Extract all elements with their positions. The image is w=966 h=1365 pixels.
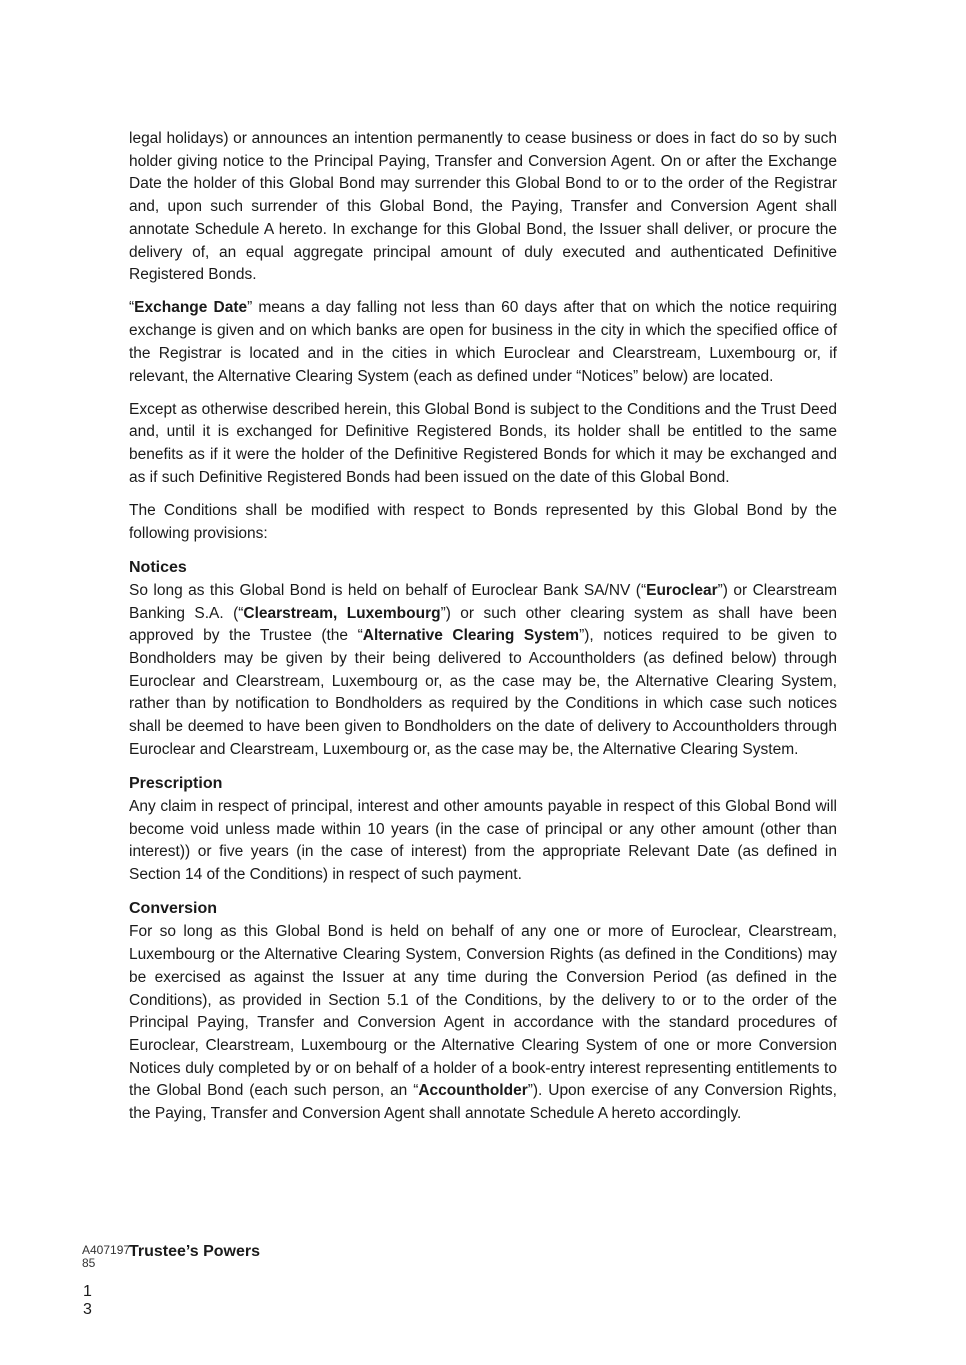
notices-text-part: ”) or Clearstream Banking S.A. (“ [129,581,837,622]
heading-prescription: Prescription [129,775,223,793]
notices-text-part: ”), notices required to be given to Bondholders may be given by their being delivered to Accountholders (as defined below) through Euroclear and Clearstream, Luxembourg or, as the case may be, the Alternative Clearing System, rather than by notification to Bondholders as required by the Conditions in which case such notices shall be deemed to have been given to Bondholders on the date of delivery to Accountholders through Euroclear and Clearstream, Luxembourg or, as the case may be, the Alternative Clearing System. [129,627,837,758]
document-body [129,128,837,1136]
conversion-text-part: ”). Upon exercise of any Conversion Rights, the Paying, Transfer and Conversion Agent shall annotate Schedule A hereto accordingly. [129,1082,837,1123]
defined-term-euroclear: Euroclear [646,581,718,599]
heading-trustees-powers: Trustee’s Powers [129,1243,261,1260]
conversion-text [129,921,837,1125]
notices-text-part: So long as this Global Bond is held on behalf of Euroclear Bank SA/NV (“ [129,581,647,599]
document-reference: A40719785 [82,1243,131,1270]
paragraph-conditions-modified: The Conditions shall be modified with respect to Bonds represented by this Global Bond by the following provisions: [129,502,837,542]
page-number: 13 [83,1283,92,1318]
paragraph-exchange-holder: legal holidays) or announces an intention permanently to cease business or does in fact do so by such holder giving notice to the Principal Paying, Transfer and Conversion Agent. On or after the Exchange Date the holder of this Global Bond may surrender this Global Bond to or to the order of the Registrar and, upon such surrender of this Global Bond, the Paying, Transfer and Conversion Agent shall annotate Schedule A hereto. In exchange for this Global Bond, the Issuer shall deliver, or procure the delivery of, an equal aggregate principal amount of duly executed and authenticated Definitive Registered Bonds. [129,130,837,284]
quote-mark: “ [129,299,135,317]
defined-term-accountholder: Accountholder [418,1082,528,1100]
defined-term-exchange-date: Exchange Date [134,299,248,317]
prescription-text: Any claim in respect of principal, interest and other amounts payable in respect of this Global Bond will become void unless made within 10 years (in the case of principal or any other amount (other than interest)) or five years (in the case of interest) from the appropriate Relevant Date (as defined in Section 14 of the Conditions) in respect of such payment. [129,798,837,884]
paragraph-conditions-subject: Except as otherwise described herein, this Global Bond is subject to the Conditions and the Trust Deed and, until it is exchanged for Definitive Registered Bonds, its holder shall be entitled to the same benefits as if it were the holder of the Definitive Registered Bonds for which it may be exchanged and as if such Definitive Registered Bonds had been issued on the date of this Global Bond. [129,400,837,486]
section-conversion [129,897,837,1125]
section-prescription [129,772,837,887]
conversion-text-part: For so long as this Global Bond is held on behalf of any one or more of Euroclear, Clearstream, Luxembourg or the Alternative Clearing System, Conversion Rights (as defined in the Conditions) may be exercised as against the Issuer at any time during the Conversion Period (as defined in the Conditions), as provided in Section 5.1 of the Conditions, by the delivery to or to the order of the Principal Paying, Transfer and Conversion Agent in accordance with the standard procedures of Euroclear, Clearstream, Luxembourg or the Alternative Clearing System of one or more Conversion Notices duly completed by or on behalf of a holder of a book-entry interest representing entitlements to the Global Bond (each such person, an “ [129,923,837,1100]
defined-term-clearstream: Clearstream, Luxembourg [243,604,441,622]
definition-text: ” means a day falling not less than 60 days after that on which the notice requiring exchange is given and on which banks are open for business in the city in which the specified office of the Registrar is located and in the cities in which Euroclear and Clearstream, Luxembourg or, if relevant, the Alternative Clearing System (each as defined under “Notices” below) are located. [129,299,837,385]
paragraph-exchange-date-definition [129,297,837,388]
notices-text [129,580,837,762]
heading-notices: Notices [129,558,187,576]
notices-text-part: ”) or such other clearing system as shall have been approved by the Trustee (the “ [129,604,837,645]
section-notices [129,556,837,762]
defined-term-alternative-clearing-system: Alternative Clearing System [362,627,580,645]
heading-conversion: Conversion [129,900,218,918]
